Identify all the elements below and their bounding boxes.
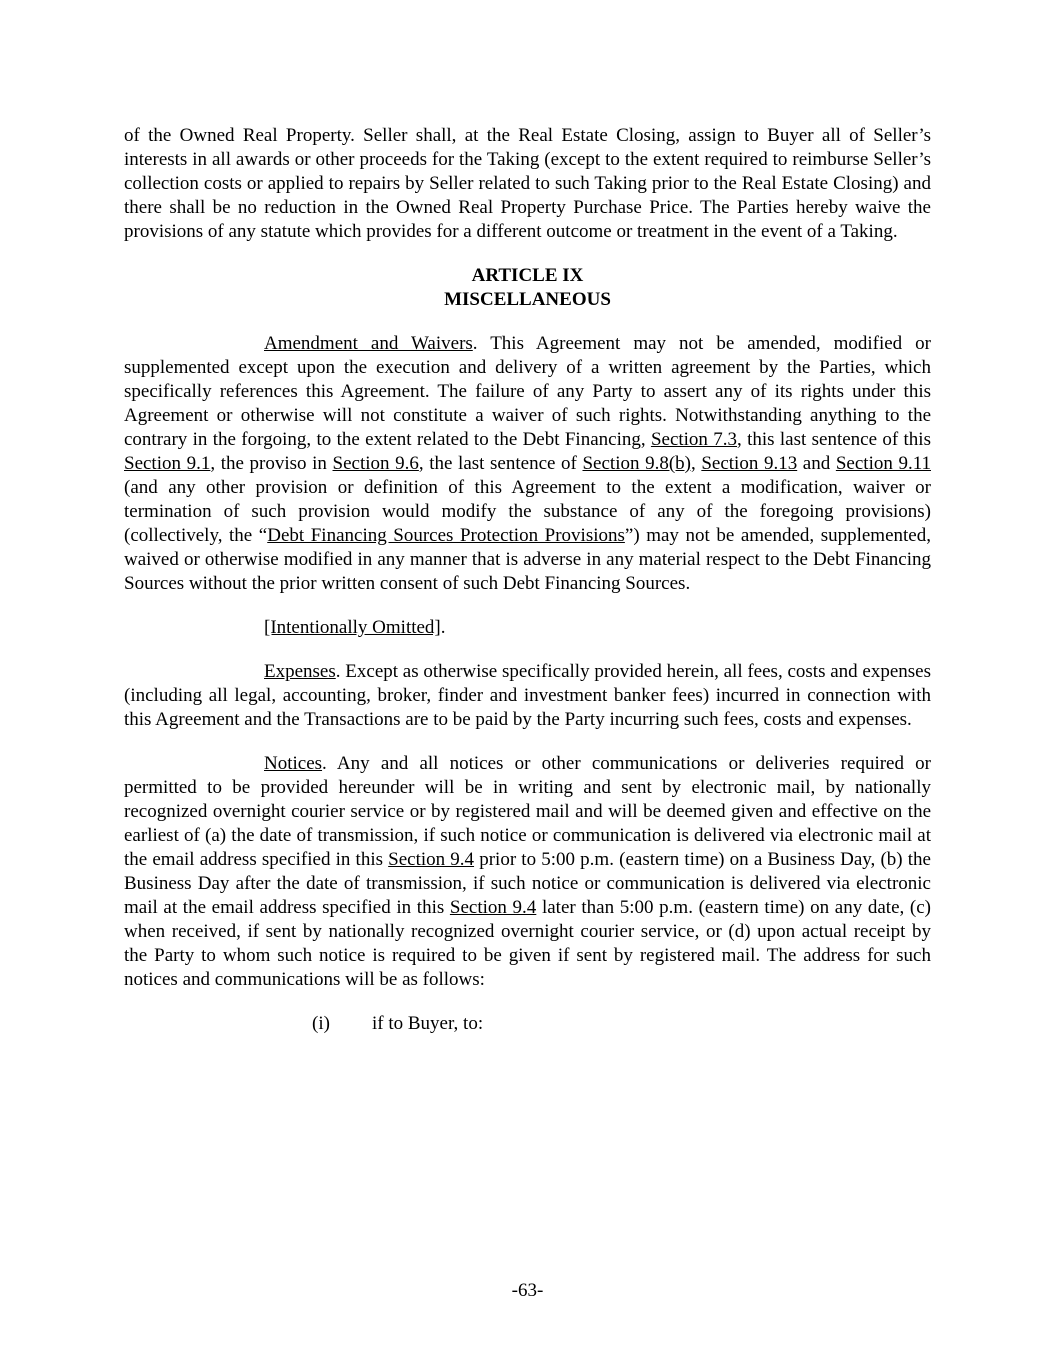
section-ref[interactable]: Section 9.1 (124, 453, 211, 474)
notices-paragraph (124, 752, 931, 992)
amendment-text: , this last sentence of this (737, 429, 931, 450)
section-ref[interactable]: Section 9.8(b) (582, 453, 691, 474)
expenses-paragraph (124, 660, 931, 732)
notices-text: prior to 5:00 p.m. (eastern time) on a Business Day, (b) the Business Day after the date of transmission, if such notice or communication is delivered via electronic mail at the email address specified in this (124, 849, 931, 918)
amendment-paragraph (124, 332, 931, 596)
notices-text: later than 5:00 p.m. (eastern time) on any date, (c) when received, if sent by nationally recognized overnight courier service, or (d) upon actual receipt by the Party to whom such notice is required to be given if sent by registered mail. The address for such notices and communications will be as follows: (124, 897, 931, 990)
amendment-text: ”) may not be amended, supplemented, waived or otherwise modified in any manner that is adverse in any material respect to the Debt Financing Sources without the prior written consent of such Debt Financing Sources. (124, 525, 931, 594)
omitted-heading: [Intentionally Omitted] (264, 617, 441, 638)
amendment-text: , the proviso in (210, 453, 333, 474)
amendment-text: , (690, 453, 702, 474)
continuation-text: of the Owned Real Property. Seller shall, at the Real Estate Closing, assign to Buyer all of Seller’s interests in all awards or other proceeds for the Taking (except to the extent required to reimburse Seller’s collection costs or applied to repairs by Seller related to such Taking prior to the Real Estate Closing) and there shall be no reduction in the Owned Real Property Purchase Price. The Parties hereby waive the provisions of any statute which provides for a different outcome or treatment in the event of a Taking. (124, 125, 931, 242)
section-ref[interactable]: Section 9.6 (332, 453, 419, 474)
notices-text: . Any and all notices or other communications or deliveries required or permitted to be provided hereunder will be in writing and sent by electronic mail, by nationally recognized overnight courier service or by registered mail and will be deemed given and effective on the earliest of (a) the date of transmission, if such notice or communication is delivered via electronic mail at the email address specified in this (124, 753, 931, 870)
amendment-text: and (797, 453, 836, 474)
notices-heading: Notices (264, 753, 323, 774)
section-ref[interactable]: Section 9.13 (701, 453, 798, 474)
page-number: -63- (511, 1280, 544, 1301)
article-number: ARTICLE IX (471, 265, 584, 286)
section-ref[interactable]: Section 9.11 (835, 453, 931, 474)
omitted-paragraph (124, 616, 931, 640)
article-heading (124, 264, 931, 312)
section-ref[interactable]: Section 7.3 (650, 429, 738, 450)
continuation-paragraph (124, 124, 931, 244)
amendment-heading: Amendment and Waivers (264, 333, 473, 354)
item-number: (i) (312, 1013, 330, 1034)
expenses-heading: Expenses (264, 661, 336, 682)
expenses-text: . Except as otherwise specifically provided herein, all fees, costs and expenses (including all legal, accounting, broker, finder and investment banker fees) incurred in connection with this Agreement and the Transactions are to be paid by the Party incurring such fees, costs and expenses. (124, 661, 931, 730)
amendment-text: . This Agreement may not be amended, modified or supplemented except upon the execution and delivery of a written agreement by the Parties, which specifically references this Agreement. The failure of any Party to assert any of its rights under this Agreement or otherwise will not constitute a waiver of such rights. Notwithstanding anything to the contrary in the forgoing, to the extent related to the Debt Financing, (124, 333, 932, 450)
section-ref[interactable]: Section 9.4 (449, 897, 537, 918)
amendment-text: , the last sentence of (418, 453, 583, 474)
notice-item-buyer (124, 1012, 931, 1036)
section-ref[interactable]: Section 9.4 (388, 849, 475, 870)
defined-term: Debt Financing Sources Protection Provisions (267, 525, 625, 546)
amendment-text: (and any other provision or definition of this Agreement to the extent a modification, waiver or termination of such provision would modify the substance of any of the foregoing provisions) (collectively, the “ (124, 477, 931, 546)
omitted-tail: . (440, 617, 446, 638)
article-title: MISCELLANEOUS (444, 289, 611, 310)
item-text: if to Buyer, to: (372, 1013, 484, 1034)
document-page (124, 124, 931, 1036)
